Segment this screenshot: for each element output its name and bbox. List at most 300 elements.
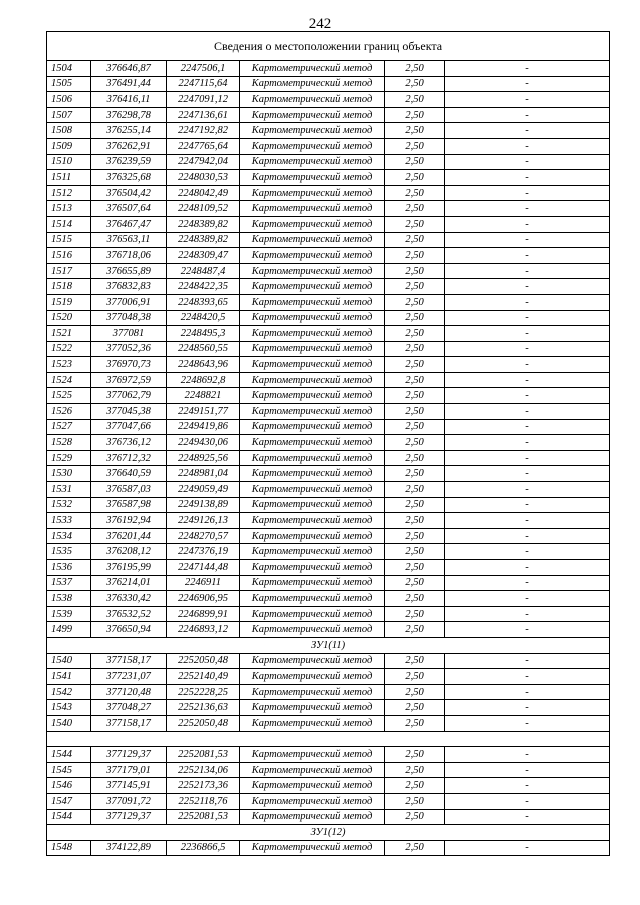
note: -: [445, 154, 610, 170]
point-number: 1547: [47, 793, 91, 809]
table-row: [47, 92, 610, 108]
method: Картометрический метод: [240, 466, 385, 482]
x-coordinate: 376650,94: [91, 622, 167, 638]
point-number: 1539: [47, 606, 91, 622]
method: Картометрический метод: [240, 450, 385, 466]
y-coordinate: 2249151,77: [167, 404, 240, 420]
note: -: [445, 170, 610, 186]
note: -: [445, 482, 610, 498]
note: -: [445, 809, 610, 825]
y-coordinate: 2252134,06: [167, 762, 240, 778]
point-number: 1507: [47, 107, 91, 123]
y-coordinate: 2247136,61: [167, 107, 240, 123]
x-coordinate: 376255,14: [91, 123, 167, 139]
x-coordinate: 376467,47: [91, 216, 167, 232]
section-header-row: [47, 731, 610, 747]
method: Картометрический метод: [240, 248, 385, 264]
section-header-row: [47, 825, 610, 841]
note: -: [445, 419, 610, 435]
y-coordinate: 2248309,47: [167, 248, 240, 264]
accuracy: 2,50: [385, 76, 445, 92]
accuracy: 2,50: [385, 653, 445, 669]
point-number: 1512: [47, 185, 91, 201]
method: Картометрический метод: [240, 294, 385, 310]
x-coordinate: 376587,03: [91, 482, 167, 498]
y-coordinate: 2247192,82: [167, 123, 240, 139]
y-coordinate: 2247506,1: [167, 61, 240, 77]
y-coordinate: 2248643,96: [167, 357, 240, 373]
note: -: [445, 216, 610, 232]
accuracy: 2,50: [385, 762, 445, 778]
x-coordinate: 376587,98: [91, 497, 167, 513]
x-coordinate: 376195,99: [91, 560, 167, 576]
x-coordinate: 377120,48: [91, 684, 167, 700]
y-coordinate: 2248420,5: [167, 310, 240, 326]
y-coordinate: 2248109,52: [167, 201, 240, 217]
method: Картометрический метод: [240, 778, 385, 794]
note: -: [445, 747, 610, 763]
note: -: [445, 76, 610, 92]
note: -: [445, 248, 610, 264]
accuracy: 2,50: [385, 435, 445, 451]
table-row: [47, 232, 610, 248]
y-coordinate: 2252118,76: [167, 793, 240, 809]
x-coordinate: 377062,79: [91, 388, 167, 404]
method: Картометрический метод: [240, 185, 385, 201]
note: -: [445, 497, 610, 513]
y-coordinate: 2247144,48: [167, 560, 240, 576]
point-number: 1545: [47, 762, 91, 778]
x-coordinate: 376712,32: [91, 450, 167, 466]
table-row: [47, 263, 610, 279]
table-row: [47, 560, 610, 576]
note: -: [445, 544, 610, 560]
point-number: 1508: [47, 123, 91, 139]
point-number: 1523: [47, 357, 91, 373]
note: -: [445, 622, 610, 638]
point-number: 1538: [47, 591, 91, 607]
note: -: [445, 294, 610, 310]
table-row: [47, 76, 610, 92]
accuracy: 2,50: [385, 715, 445, 731]
point-number: 1521: [47, 326, 91, 342]
accuracy: 2,50: [385, 372, 445, 388]
x-coordinate: 376325,68: [91, 170, 167, 186]
point-number: 1527: [47, 419, 91, 435]
accuracy: 2,50: [385, 700, 445, 716]
accuracy: 2,50: [385, 326, 445, 342]
accuracy: 2,50: [385, 154, 445, 170]
y-coordinate: 2252140,49: [167, 669, 240, 685]
y-coordinate: 2248821: [167, 388, 240, 404]
x-coordinate: 376330,42: [91, 591, 167, 607]
point-number: 1524: [47, 372, 91, 388]
method: Картометрический метод: [240, 684, 385, 700]
accuracy: 2,50: [385, 482, 445, 498]
y-coordinate: 2248042,49: [167, 185, 240, 201]
table-row: [47, 747, 610, 763]
section-label: ЗУ1(11): [47, 637, 610, 653]
method: Картометрический метод: [240, 154, 385, 170]
method: Картометрический метод: [240, 544, 385, 560]
table-row: [47, 310, 610, 326]
note: -: [445, 466, 610, 482]
point-number: 1528: [47, 435, 91, 451]
y-coordinate: 2247376,19: [167, 544, 240, 560]
accuracy: 2,50: [385, 263, 445, 279]
y-coordinate: 2248389,82: [167, 232, 240, 248]
x-coordinate: 376972,59: [91, 372, 167, 388]
accuracy: 2,50: [385, 388, 445, 404]
y-coordinate: 2248560,55: [167, 341, 240, 357]
point-number: 1525: [47, 388, 91, 404]
x-coordinate: 377158,17: [91, 653, 167, 669]
point-number: 1519: [47, 294, 91, 310]
point-number: 1544: [47, 747, 91, 763]
point-number: 1517: [47, 263, 91, 279]
y-coordinate: 2252173,36: [167, 778, 240, 794]
y-coordinate: 2248925,56: [167, 450, 240, 466]
note: -: [445, 326, 610, 342]
point-number: 1509: [47, 138, 91, 154]
point-number: 1504: [47, 61, 91, 77]
method: Картометрический метод: [240, 747, 385, 763]
method: Картометрический метод: [240, 232, 385, 248]
table-title-row: [47, 32, 610, 61]
y-coordinate: 2252081,53: [167, 747, 240, 763]
y-coordinate: 2248389,82: [167, 216, 240, 232]
x-coordinate: 376262,91: [91, 138, 167, 154]
table-row: [47, 513, 610, 529]
accuracy: 2,50: [385, 513, 445, 529]
note: -: [445, 201, 610, 217]
point-number: 1540: [47, 653, 91, 669]
point-number: 1548: [47, 840, 91, 856]
accuracy: 2,50: [385, 185, 445, 201]
y-coordinate: 2249430,06: [167, 435, 240, 451]
note: -: [445, 341, 610, 357]
x-coordinate: 376416,11: [91, 92, 167, 108]
note: -: [445, 138, 610, 154]
point-number: 1536: [47, 560, 91, 576]
point-number: 1544: [47, 809, 91, 825]
table-row: [47, 466, 610, 482]
y-coordinate: 2248270,57: [167, 528, 240, 544]
table-row: [47, 154, 610, 170]
table-row: [47, 482, 610, 498]
accuracy: 2,50: [385, 201, 445, 217]
note: -: [445, 700, 610, 716]
point-number: 1533: [47, 513, 91, 529]
method: Картометрический метод: [240, 575, 385, 591]
x-coordinate: 376640,59: [91, 466, 167, 482]
method: Картометрический метод: [240, 497, 385, 513]
point-number: 1532: [47, 497, 91, 513]
point-number: 1513: [47, 201, 91, 217]
accuracy: 2,50: [385, 341, 445, 357]
x-coordinate: 377047,66: [91, 419, 167, 435]
x-coordinate: 377158,17: [91, 715, 167, 731]
accuracy: 2,50: [385, 575, 445, 591]
point-number: 1526: [47, 404, 91, 420]
table-row: [47, 450, 610, 466]
note: -: [445, 715, 610, 731]
point-number: 1534: [47, 528, 91, 544]
table-row: [47, 669, 610, 685]
accuracy: 2,50: [385, 544, 445, 560]
point-number: 1515: [47, 232, 91, 248]
table-row: [47, 700, 610, 716]
x-coordinate: 377006,91: [91, 294, 167, 310]
y-coordinate: 2248393,65: [167, 294, 240, 310]
x-coordinate: 376718,06: [91, 248, 167, 264]
method: Картометрический метод: [240, 513, 385, 529]
x-coordinate: 376507,64: [91, 201, 167, 217]
x-coordinate: 376208,12: [91, 544, 167, 560]
accuracy: 2,50: [385, 123, 445, 139]
method: Картометрический метод: [240, 404, 385, 420]
y-coordinate: 2246893,12: [167, 622, 240, 638]
table-row: [47, 793, 610, 809]
accuracy: 2,50: [385, 92, 445, 108]
y-coordinate: 2252050,48: [167, 653, 240, 669]
table-row: [47, 575, 610, 591]
table-row: [47, 107, 610, 123]
y-coordinate: 2247115,64: [167, 76, 240, 92]
note: -: [445, 591, 610, 607]
method: Картометрический метод: [240, 840, 385, 856]
point-number: 1541: [47, 669, 91, 685]
method: Картометрический метод: [240, 123, 385, 139]
table-row: [47, 138, 610, 154]
x-coordinate: 377045,38: [91, 404, 167, 420]
point-number: 1505: [47, 76, 91, 92]
x-coordinate: 377091,72: [91, 793, 167, 809]
table-row: [47, 372, 610, 388]
note: -: [445, 404, 610, 420]
note: -: [445, 107, 610, 123]
note: -: [445, 669, 610, 685]
method: Картометрический метод: [240, 76, 385, 92]
y-coordinate: 2249126,13: [167, 513, 240, 529]
boundary-coordinates-table: [46, 31, 610, 856]
method: Картометрический метод: [240, 762, 385, 778]
x-coordinate: 376655,89: [91, 263, 167, 279]
method: Картометрический метод: [240, 326, 385, 342]
y-coordinate: 2246906,95: [167, 591, 240, 607]
method: Картометрический метод: [240, 357, 385, 373]
x-coordinate: 376491,44: [91, 76, 167, 92]
y-coordinate: 2249419,86: [167, 419, 240, 435]
method: Картометрический метод: [240, 653, 385, 669]
y-coordinate: 2249138,89: [167, 497, 240, 513]
table-row: [47, 388, 610, 404]
method: Картометрический метод: [240, 92, 385, 108]
accuracy: 2,50: [385, 216, 445, 232]
accuracy: 2,50: [385, 622, 445, 638]
point-number: 1535: [47, 544, 91, 560]
section-header-row: [47, 637, 610, 653]
accuracy: 2,50: [385, 747, 445, 763]
note: -: [445, 840, 610, 856]
accuracy: 2,50: [385, 310, 445, 326]
accuracy: 2,50: [385, 294, 445, 310]
x-coordinate: 376504,42: [91, 185, 167, 201]
x-coordinate: 377129,37: [91, 747, 167, 763]
y-coordinate: 2248692,8: [167, 372, 240, 388]
note: -: [445, 606, 610, 622]
table-row: [47, 606, 610, 622]
table-row: [47, 419, 610, 435]
accuracy: 2,50: [385, 232, 445, 248]
table-row: [47, 715, 610, 731]
y-coordinate: 2248495,3: [167, 326, 240, 342]
x-coordinate: 376298,78: [91, 107, 167, 123]
table-row: [47, 653, 610, 669]
method: Картометрический метод: [240, 419, 385, 435]
table-row: [47, 778, 610, 794]
y-coordinate: 2249059,49: [167, 482, 240, 498]
point-number: 1529: [47, 450, 91, 466]
x-coordinate: 376563,11: [91, 232, 167, 248]
table-row: [47, 684, 610, 700]
point-number: 1540: [47, 715, 91, 731]
point-number: 1506: [47, 92, 91, 108]
accuracy: 2,50: [385, 684, 445, 700]
accuracy: 2,50: [385, 466, 445, 482]
method: Картометрический метод: [240, 700, 385, 716]
accuracy: 2,50: [385, 793, 445, 809]
method: Картометрический метод: [240, 310, 385, 326]
method: Картометрический метод: [240, 793, 385, 809]
point-number: 1537: [47, 575, 91, 591]
table-row: [47, 341, 610, 357]
x-coordinate: 377129,37: [91, 809, 167, 825]
point-number: 1511: [47, 170, 91, 186]
table-row: [47, 435, 610, 451]
accuracy: 2,50: [385, 107, 445, 123]
method: Картометрический метод: [240, 435, 385, 451]
x-coordinate: 376201,44: [91, 528, 167, 544]
y-coordinate: 2247091,12: [167, 92, 240, 108]
point-number: 1499: [47, 622, 91, 638]
x-coordinate: 377231,07: [91, 669, 167, 685]
section-label: [47, 731, 610, 747]
note: -: [445, 372, 610, 388]
accuracy: 2,50: [385, 248, 445, 264]
point-number: 1530: [47, 466, 91, 482]
note: -: [445, 263, 610, 279]
note: -: [445, 357, 610, 373]
note: -: [445, 762, 610, 778]
point-number: 1520: [47, 310, 91, 326]
table-row: [47, 357, 610, 373]
x-coordinate: 377179,01: [91, 762, 167, 778]
y-coordinate: 2248030,53: [167, 170, 240, 186]
accuracy: 2,50: [385, 138, 445, 154]
y-coordinate: 2246911: [167, 575, 240, 591]
method: Картометрический метод: [240, 622, 385, 638]
method: Картометрический метод: [240, 61, 385, 77]
accuracy: 2,50: [385, 419, 445, 435]
method: Картометрический метод: [240, 372, 385, 388]
accuracy: 2,50: [385, 840, 445, 856]
table-row: [47, 170, 610, 186]
y-coordinate: 2252228,25: [167, 684, 240, 700]
note: -: [445, 92, 610, 108]
x-coordinate: 377052,36: [91, 341, 167, 357]
point-number: 1510: [47, 154, 91, 170]
method: Картометрический метод: [240, 216, 385, 232]
method: Картометрический метод: [240, 528, 385, 544]
table-row: [47, 622, 610, 638]
note: -: [445, 560, 610, 576]
x-coordinate: 377048,27: [91, 700, 167, 716]
accuracy: 2,50: [385, 560, 445, 576]
x-coordinate: 376646,87: [91, 61, 167, 77]
point-number: 1543: [47, 700, 91, 716]
page-number: 242: [308, 16, 332, 32]
table-row: [47, 326, 610, 342]
x-coordinate: 376214,01: [91, 575, 167, 591]
note: -: [445, 528, 610, 544]
note: -: [445, 653, 610, 669]
table-row: [47, 185, 610, 201]
table-title: Сведения о местоположении границ объекта: [47, 32, 610, 61]
table-row: [47, 61, 610, 77]
method: Картометрический метод: [240, 591, 385, 607]
note: -: [445, 232, 610, 248]
table-row: [47, 809, 610, 825]
x-coordinate: 376532,52: [91, 606, 167, 622]
method: Картометрический метод: [240, 279, 385, 295]
x-coordinate: 377145,91: [91, 778, 167, 794]
table-row: [47, 840, 610, 856]
point-number: 1546: [47, 778, 91, 794]
x-coordinate: 377048,38: [91, 310, 167, 326]
note: -: [445, 450, 610, 466]
accuracy: 2,50: [385, 404, 445, 420]
point-number: 1516: [47, 248, 91, 264]
y-coordinate: 2246899,91: [167, 606, 240, 622]
table-row: [47, 279, 610, 295]
point-number: 1542: [47, 684, 91, 700]
accuracy: 2,50: [385, 450, 445, 466]
method: Картометрический метод: [240, 388, 385, 404]
accuracy: 2,50: [385, 61, 445, 77]
accuracy: 2,50: [385, 170, 445, 186]
note: -: [445, 684, 610, 700]
method: Картометрический метод: [240, 107, 385, 123]
x-coordinate: 376239,59: [91, 154, 167, 170]
note: -: [445, 435, 610, 451]
note: -: [445, 388, 610, 404]
table-row: [47, 123, 610, 139]
y-coordinate: 2252081,53: [167, 809, 240, 825]
table-row: [47, 762, 610, 778]
x-coordinate: 376192,94: [91, 513, 167, 529]
accuracy: 2,50: [385, 606, 445, 622]
x-coordinate: 374122,89: [91, 840, 167, 856]
method: Картометрический метод: [240, 138, 385, 154]
y-coordinate: 2252050,48: [167, 715, 240, 731]
table-row: [47, 528, 610, 544]
note: -: [445, 793, 610, 809]
point-number: 1522: [47, 341, 91, 357]
x-coordinate: 376736,12: [91, 435, 167, 451]
table-row: [47, 201, 610, 217]
x-coordinate: 377081: [91, 326, 167, 342]
